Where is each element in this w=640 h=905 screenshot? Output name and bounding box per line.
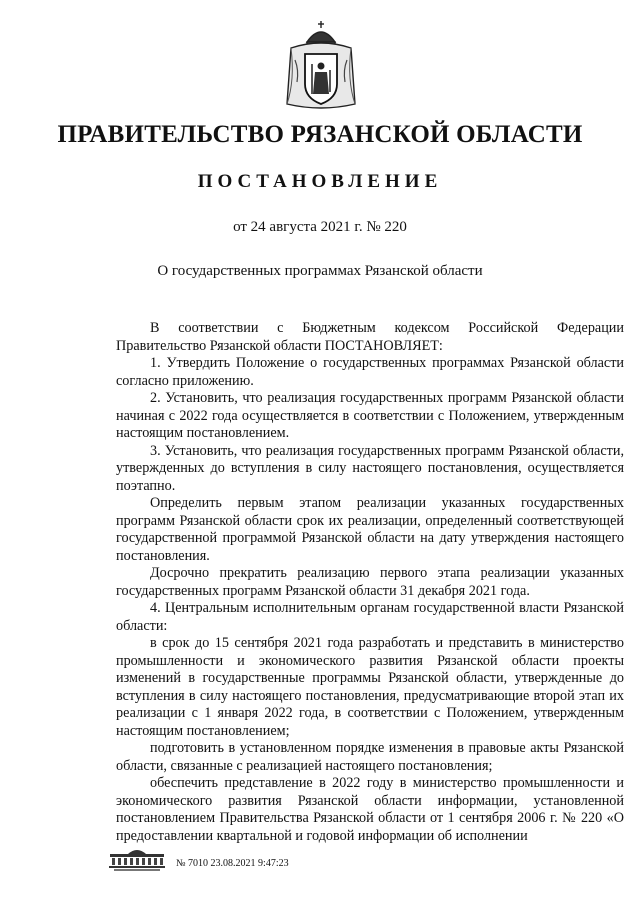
paragraph: 4. Центральным исполнительным органам государственной власти Рязанской области: <box>116 600 624 634</box>
paragraph: обеспечить представление в 2022 году в министерство промышленности и экономического развития Рязанской области информации, установленной постановлением Правительства Рязанской области от 1 сентября 2006 г. № 220 «О предоставлении квартальной и годовой информации об исполнении <box>116 775 624 844</box>
paragraph: 1. Утвердить Положение о государственных программах Рязанской области согласно приложению. <box>116 355 624 389</box>
document-body <box>116 320 624 845</box>
paragraph: Определить первым этапом реализации указанных государственных программ Рязанской области срок их реализации, определенный соответствующей государственной программой Рязанской области на дату утверждения настоящего постановления. <box>116 495 624 564</box>
paragraph: 2. Установить, что реализация государственных программ Рязанской области начиная с 2022 года осуществляется в соответствии с Положением, утвержденным настоящим постановлением. <box>116 390 624 441</box>
paragraph: 3. Установить, что реализация государственных программ Рязанской области, утвержденных до вступления в силу настоящего постановления, осуществляется поэтапно. <box>116 442 624 494</box>
paragraph: Досрочно прекратить реализацию первого этапа реализации указанных государственных программ Рязанской области 31 декабря 2021 года. <box>116 565 624 599</box>
document-subject: О государственных программах Рязанской области <box>157 263 483 279</box>
organization-title: ПРАВИТЕЛЬСТВО РЯЗАНСКОЙ ОБЛАСТИ <box>57 121 583 148</box>
paragraph: в срок до 15 сентября 2021 года разработать и представить в министерство промышленности и экономического развития Рязанской области проекты изменений в государственные программы Рязанской области, утвержденные до вступления в силу настоящего постановления, предусматривающие второй этап их реализации с 1 января 2022 года, в соответствии с Положением, утвержденным настоящим постановлением; <box>116 635 624 739</box>
paragraph: В соответствии с Бюджетным кодексом Российской Федерации Правительство Рязанской области ПОСТАНОВЛЯЕТ: <box>116 320 624 354</box>
paragraph: подготовить в установленном порядке изменения в правовые акты Рязанской области, связанные с реализацией настоящего постановления; <box>116 740 624 774</box>
document-type: ПОСТАНОВЛЕНИЕ <box>197 171 443 192</box>
registration-stamp: № 7010 23.08.2021 9:47:23 <box>176 858 289 869</box>
building-logo-icon <box>108 846 166 872</box>
coat-of-arms-icon <box>285 20 357 112</box>
document-date-number: от 24 августа 2021 г. № 220 <box>233 219 407 235</box>
